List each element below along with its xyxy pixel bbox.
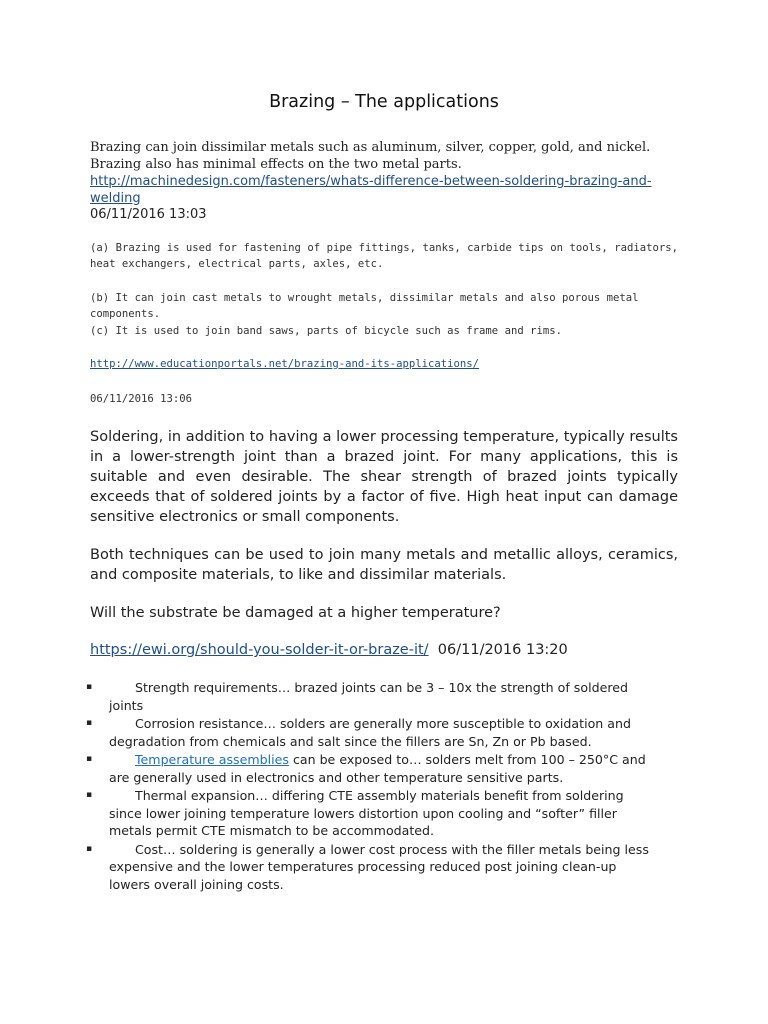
educationportals-link[interactable]: http://www.educationportals.net/brazing-and-its-applications/ — [90, 358, 480, 370]
list-item — [86, 715, 660, 750]
list-item — [86, 679, 660, 714]
bullet-temperature: can be exposed to… solders melt from 100 – 250°C and are generally used in electronics and other temperature sensitive parts. — [109, 752, 646, 785]
list-item — [86, 787, 660, 840]
application-c: (c) It is used to join band saws, parts of bicycle such as frame and rims. — [90, 325, 562, 337]
techniques-paragraph: Both techniques can be used to join many metals and metallic alloys, ceramics, and composite materials, to like and dissimilar materials. — [90, 547, 678, 583]
reference-line — [90, 642, 678, 658]
list-item — [86, 841, 660, 894]
intro-text — [90, 139, 678, 173]
bullet-cost: Cost… soldering is generally a lower cost process with the filler metals being less expensive and the lower temperatures processing reduced post joining clean-up lowers overall joining costs. — [109, 841, 649, 892]
question-paragraph: Will the substrate be damaged at a higher temperature? — [90, 605, 501, 621]
timestamp-1: 06/11/2016 13:03 — [90, 207, 207, 222]
bullet-strength: Strength requirements… brazed joints can be 3 – 10x the strength of soldered joints — [109, 680, 628, 713]
bullet-marker: ▪ — [86, 754, 93, 764]
bullet-thermal: Thermal expansion… differing CTE assembly materials benefit from soldering since lower joining temperature lowers distortion upon cooling and “softer” filler metals permit CTE mismatch to be accommodated. — [109, 788, 624, 838]
application-b: (b) It can join cast metals to wrought metals, dissimilar metals and also porous metal components. — [90, 292, 639, 320]
soldering-paragraph: Soldering, in addition to having a lower processing temperature, typically results in a lower-strength joint than a brazed joint. For many applications, this is suitable and even desirable. The shear strength of brazed joints typically exceeds that of soldered joints by a factor of five. High heat input can damage sensitive electronics or small components. — [90, 429, 678, 525]
bullet-marker: ▪ — [86, 790, 93, 800]
ewi-link[interactable]: https://ewi.org/should-you-solder-it-or-braze-it/ — [90, 642, 429, 658]
considerations-list — [86, 679, 660, 894]
bullet-marker: ▪ — [86, 682, 93, 692]
intro-line-1: Brazing can join dissimilar metals such as aluminum, silver, copper, gold, and nickel. — [90, 140, 651, 155]
timestamp-2: 06/11/2016 13:06 — [90, 393, 193, 405]
machinedesign-link[interactable]: http://machinedesign.com/fasteners/whats-difference-between-soldering-brazing-and-welding — [90, 174, 652, 206]
temperature-assemblies-link[interactable]: Temperature assemblies — [135, 752, 289, 767]
intro-line-2: Brazing also has minimal effects on the two metal parts. — [90, 157, 462, 172]
list-item — [86, 751, 660, 786]
bullet-marker: ▪ — [86, 843, 93, 854]
bullet-marker: ▪ — [86, 718, 93, 728]
bullet-corrosion: Corrosion resistance… solders are generally more susceptible to oxidation and degradation from chemicals and salt since the fillers are Sn, Zn or Pb based. — [109, 716, 631, 749]
application-a: (a) Brazing is used for fastening of pipe fittings, tanks, carbide tips on tools, radiators, heat exchangers, electrical parts, axles, etc. — [90, 242, 678, 270]
timestamp-3: 06/11/2016 13:20 — [437, 642, 568, 658]
page-title: Brazing – The applications — [269, 92, 499, 112]
